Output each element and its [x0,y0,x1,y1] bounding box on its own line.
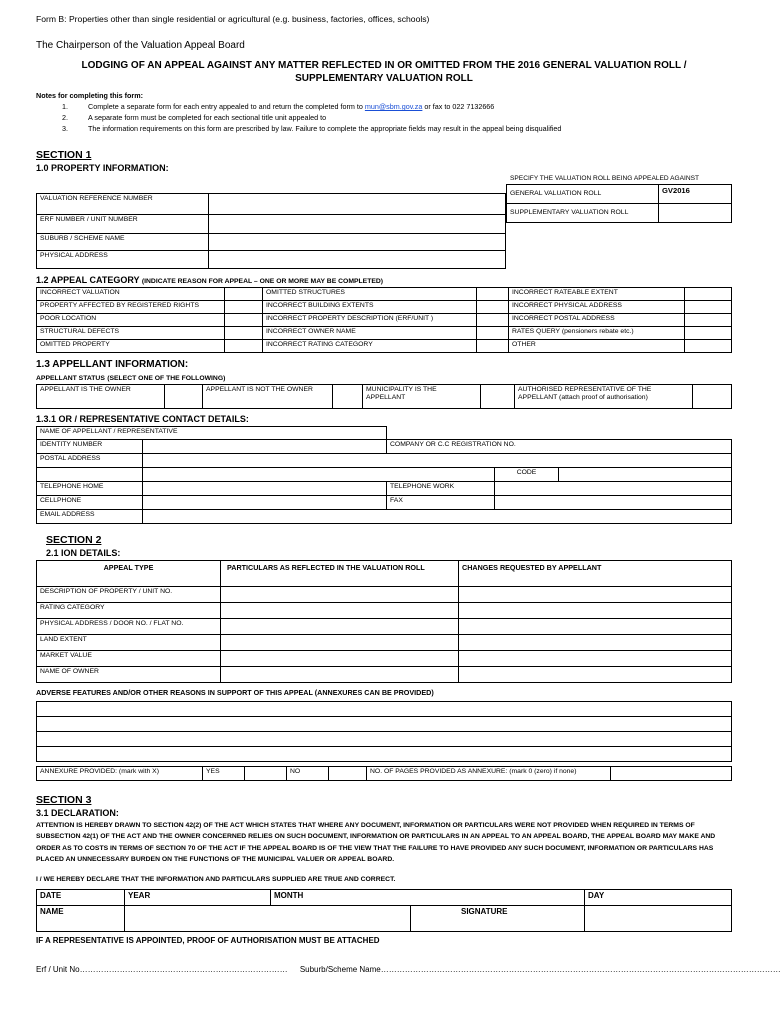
property-info-heading: 1.0 PROPERTY INFORMATION: [36,162,169,173]
category-option: INCORRECT OWNER NAME [263,326,477,339]
physical-address-input[interactable] [209,250,506,268]
field-label: PHYSICAL ADDRESS [37,250,209,268]
cellphone-input[interactable] [143,495,387,509]
adverse-line[interactable] [37,716,732,731]
fax-label: FAX [387,495,495,509]
category-checkbox[interactable] [477,313,509,326]
telephone-work-input[interactable] [495,481,732,495]
name-label: NAME [37,906,125,932]
valuation-ref-input[interactable] [209,193,506,214]
contact-details-heading: 1.3.1 OR / REPRESENTATIVE CONTACT DETAILS: [36,413,249,424]
category-checkbox[interactable] [477,339,509,352]
appeal-category-note: (INDICATE REASON FOR APPEAL – ONE OR MORE MAY BE COMPLETED) [141,277,384,285]
notes [36,90,732,135]
form-title-line2: SUPPLEMENTARY VALUATION ROLL [295,72,473,84]
appeal-row-label: NAME OF OWNER [37,666,221,682]
adverse-features-label: ADVERSE FEATURES AND/OR OTHER REASONS IN SUPPORT OF THIS APPEAL (ANNEXURES CAN BE PROVIDED) [36,687,434,697]
property-table [36,193,506,269]
particulars-input[interactable] [221,618,459,634]
addressee: The Chairperson of the Valuation Appeal Board [36,40,245,51]
category-option: INCORRECT RATEABLE EXTENT [509,287,685,300]
particulars-input[interactable] [221,650,459,666]
form-label: Form B: Properties other than single residential or agricultural (e.g. business, factories, offices, schools) [36,14,430,24]
category-option: OMITTED PROPERTY [37,339,225,352]
particulars-input[interactable] [221,586,459,602]
appeal-category-table [36,287,732,353]
id-number-input[interactable] [143,439,387,453]
adverse-features-table [36,701,732,762]
note-item-1 [36,101,732,112]
erf-number-input[interactable] [209,214,506,233]
particulars-input[interactable] [221,634,459,650]
telephone-home-label: TELEPHONE HOME [37,481,143,495]
specify-roll-label: SPECIFY THE VALUATION ROLL BEING APPEALED AGAINST [510,174,700,182]
appellant-status-table [36,384,732,409]
category-checkbox[interactable] [685,300,732,313]
postal-address-label: POSTAL ADDRESS [37,453,143,467]
changes-input[interactable] [459,602,732,618]
adverse-line[interactable] [37,746,732,761]
code-label: CODE [495,467,559,481]
status-checkbox[interactable] [693,384,732,408]
category-checkbox[interactable] [477,326,509,339]
field-label: VALUATION REFERENCE NUMBER [37,193,209,214]
category-option: INCORRECT PROPERTY DESCRIPTION (ERF/UNIT ) [263,313,477,326]
category-checkbox[interactable] [685,287,732,300]
appeal-row-label: LAND EXTENT [37,634,221,650]
category-option: OTHER [509,339,685,352]
day-field[interactable]: DAY [585,890,732,906]
category-option: RATES QUERY (pensioners rebate etc.) [509,326,685,339]
postal-address-input[interactable] [143,453,732,467]
id-number-label: IDENTITY NUMBER [37,439,143,453]
appellant-status-note: (SELECT ONE OF THE FOLLOWING) [107,374,226,382]
annexure-no-checkbox[interactable] [329,766,367,780]
suburb-scheme-line[interactable]: Suburb/Scheme Name…………………………………………………………………………………………………………………………………… [299,965,781,975]
supp-roll-label: SUPPLEMENTARY VALUATION ROLL [507,203,659,222]
annexure-label: ANNEXURE PROVIDED: (mark with X) [37,766,203,780]
category-option: INCORRECT BUILDING EXTENTS [263,300,477,313]
email-link[interactable]: mun@sbm.gov.za [364,102,423,112]
note-text-after: or fax to 022 7132666 [422,102,495,112]
changes-input[interactable] [459,586,732,602]
date-label: DATE [37,890,125,906]
year-field[interactable]: YEAR [125,890,271,906]
category-checkbox[interactable] [477,287,509,300]
supp-roll-value[interactable] [659,203,732,222]
status-option-municipality: MUNICIPALITY IS THE APPELLANT [363,384,481,408]
postal-address-cont[interactable] [37,467,143,481]
particulars-input[interactable] [221,602,459,618]
cellphone-label: CELLPHONE [37,495,143,509]
note-number: 2. [62,113,68,123]
postal-address-line2[interactable] [143,467,495,481]
property-fields [36,175,506,269]
note-number: 1. [62,102,68,112]
field-label: ERF NUMBER / UNIT NUMBER [37,214,209,233]
status-checkbox[interactable] [165,384,203,408]
appeal-row-label: MARKET VALUE [37,650,221,666]
changes-input[interactable] [459,618,732,634]
particulars-input[interactable] [221,666,459,682]
category-checkbox[interactable] [225,287,263,300]
section1-heading: SECTION 1 [36,148,92,161]
appeal-category-title: 1.2 APPEAL CATEGORY [36,274,140,285]
declaration-heading: 3.1 DECLARATION: [36,807,119,818]
form-title-line1: LODGING OF AN APPEAL AGAINST ANY MATTER REFLECTED IN OR OMITTED FROM THE 2016 GENERAL VALUATION ROLL / [81,60,687,71]
appeal-details-table [36,560,732,683]
appeal-row-label: RATING CATEGORY [37,602,221,618]
erf-unit-line[interactable]: Erf / Unit No…………………………………………………………………… [36,965,288,975]
month-field[interactable]: MONTH [271,890,585,906]
category-checkbox[interactable] [225,313,263,326]
appellant-info-heading: 1.3 APPELLANT INFORMATION: [36,358,189,370]
annexure-table [36,766,732,781]
note-text-before: Complete a separate form for each entry appealed to and return the completed form to [88,102,365,112]
annexure-pages-input[interactable] [611,766,732,780]
category-checkbox[interactable] [225,326,263,339]
signature-label: SIGNATURE [411,906,585,932]
appeal-type-header: APPEAL TYPE [37,560,221,586]
annexure-yes-label: YES [203,766,245,780]
company-reg-input[interactable] [559,439,732,453]
category-checkbox[interactable] [225,300,263,313]
property-info-block [36,175,732,269]
signature-input[interactable] [585,906,732,932]
representative-note: IF A REPRESENTATIVE IS APPOINTED, PROOF OF AUTHORISATION MUST BE ATTACHED [36,936,380,946]
note-text: The information requirements on this form are prescribed by law. Failure to complete the appropriate fields may result in the appeal being disqualified [88,124,562,134]
changes-input[interactable] [459,650,732,666]
changes-input[interactable] [459,634,732,650]
footer-lines [36,965,781,975]
appellant-status-heading [36,372,732,382]
telephone-home-input[interactable] [143,481,387,495]
name-input[interactable] [125,906,411,932]
code-input[interactable] [559,467,732,481]
signature-table [36,889,732,932]
category-option: STRUCTURAL DEFECTS [37,326,225,339]
annexure-no-label: NO [287,766,329,780]
declaration-text: ATTENTION IS HEREBY DRAWN TO SECTION 42(2) OF THE ACT WHICH STATES THAT WHERE ANY DOCUMENT, INFORMATION OR PARTICULARS WERE NOT PROVIDED WHEN REQUIRED IN TERMS OF SUBSECTION 42(1) OF THE ACT AND THE OWNER CONCERNED RELIES ON SUCH DOCUMENT, INFORMATION OR PARTICULARS IN AN APPEAL TO AN APPEAL BOARD, THE APPEAL BOARD MAY MAKE AND ORDER AS TO COSTS IN TERMS OF SECTION 70 OF THE ACT IF THE APPEAL BOARD IS OF THE VIEW THAT THE FAILURE TO HAVE PROVIDED ANY SUCH DOCUMENT, INFORMATION OR PARTICULARS HAS PLACED AN UNNECESSARY BURDEN ON THE FUNCTIONS OF THE MUNICIPAL VALUER OR APPEAL BOARD. [36,821,716,864]
email-label: EMAIL ADDRESS [37,509,143,523]
form-title [36,60,732,85]
category-checkbox[interactable] [685,313,732,326]
status-option-representative: AUTHORISED REPRESENTATIVE OF THE APPELLANT (attach proof of authorisation) [515,384,693,408]
note-item-2 [36,112,732,123]
particulars-header: PARTICULARS AS REFLECTED IN THE VALUATION ROLL [221,560,459,586]
section2-heading: SECTION 2 [46,533,102,546]
appeal-row-label: PHYSICAL ADDRESS / DOOR NO. / FLAT NO. [37,618,221,634]
note-item-3 [36,123,732,134]
contact-name-label: NAME OF APPELLANT / REPRESENTATIVE [37,426,387,439]
adverse-line[interactable] [37,701,732,716]
status-checkbox[interactable] [481,384,515,408]
general-roll-value[interactable]: GV2016 [659,184,732,203]
category-option: INCORRECT RATING CATEGORY [263,339,477,352]
category-checkbox[interactable] [477,300,509,313]
changes-header: CHANGES REQUESTED BY APPELLANT [459,560,732,586]
status-option-owner: APPELLANT IS THE OWNER [37,384,165,408]
section3-heading: SECTION 3 [36,793,92,806]
notes-heading: Notes for completing this form: [36,91,144,100]
category-checkbox[interactable] [685,326,732,339]
category-option: INCORRECT POSTAL ADDRESS [509,313,685,326]
appeal-category-heading [36,275,732,285]
appellant-status-title: APPELLANT STATUS [36,374,105,382]
category-option: OMITTED STRUCTURES [263,287,477,300]
category-checkbox[interactable] [225,339,263,352]
note-number: 3. [62,124,68,134]
roll-table [506,184,732,223]
field-label: SUBURB / SCHEME NAME [37,233,209,250]
general-roll-label: GENERAL VALUATION ROLL [507,184,659,203]
annexure-yes-checkbox[interactable] [245,766,287,780]
appeal-row-label: DESCRIPTION OF PROPERTY / UNIT NO. [37,586,221,602]
telephone-work-label: TELEPHONE WORK [387,481,495,495]
category-option: PROPERTY AFFECTED BY REGISTERED RIGHTS [37,300,225,313]
note-text: A separate form must be completed for each sectional title unit appealed to [88,113,327,123]
contact-table [36,426,732,524]
declare-statement: I / WE HEREBY DECLARE THAT THE INFORMATION AND PARTICULARS SUPPLIED ARE TRUE AND CORRECT. [36,875,396,883]
note-text [88,101,494,112]
fax-input[interactable] [495,495,732,509]
category-checkbox[interactable] [685,339,732,352]
category-option: INCORRECT PHYSICAL ADDRESS [509,300,685,313]
annexure-pages-label: NO. OF PAGES PROVIDED AS ANNEXURE: (mark 0 (zero) if none) [367,766,611,780]
contact-name-input[interactable] [387,426,732,439]
status-checkbox[interactable] [333,384,363,408]
suburb-input[interactable] [209,233,506,250]
status-option-not-owner: APPELLANT IS NOT THE OWNER [203,384,333,408]
category-option: POOR LOCATION [37,313,225,326]
roll-select [506,175,732,269]
changes-input[interactable] [459,666,732,682]
adverse-line[interactable] [37,731,732,746]
company-reg-label: COMPANY OR C.C REGISTRATION NO. [387,439,559,453]
category-option: INCORRECT VALUATION [37,287,225,300]
section2-subheading: 2.1 ION DETAILS: [46,547,121,558]
email-input[interactable] [143,509,732,523]
